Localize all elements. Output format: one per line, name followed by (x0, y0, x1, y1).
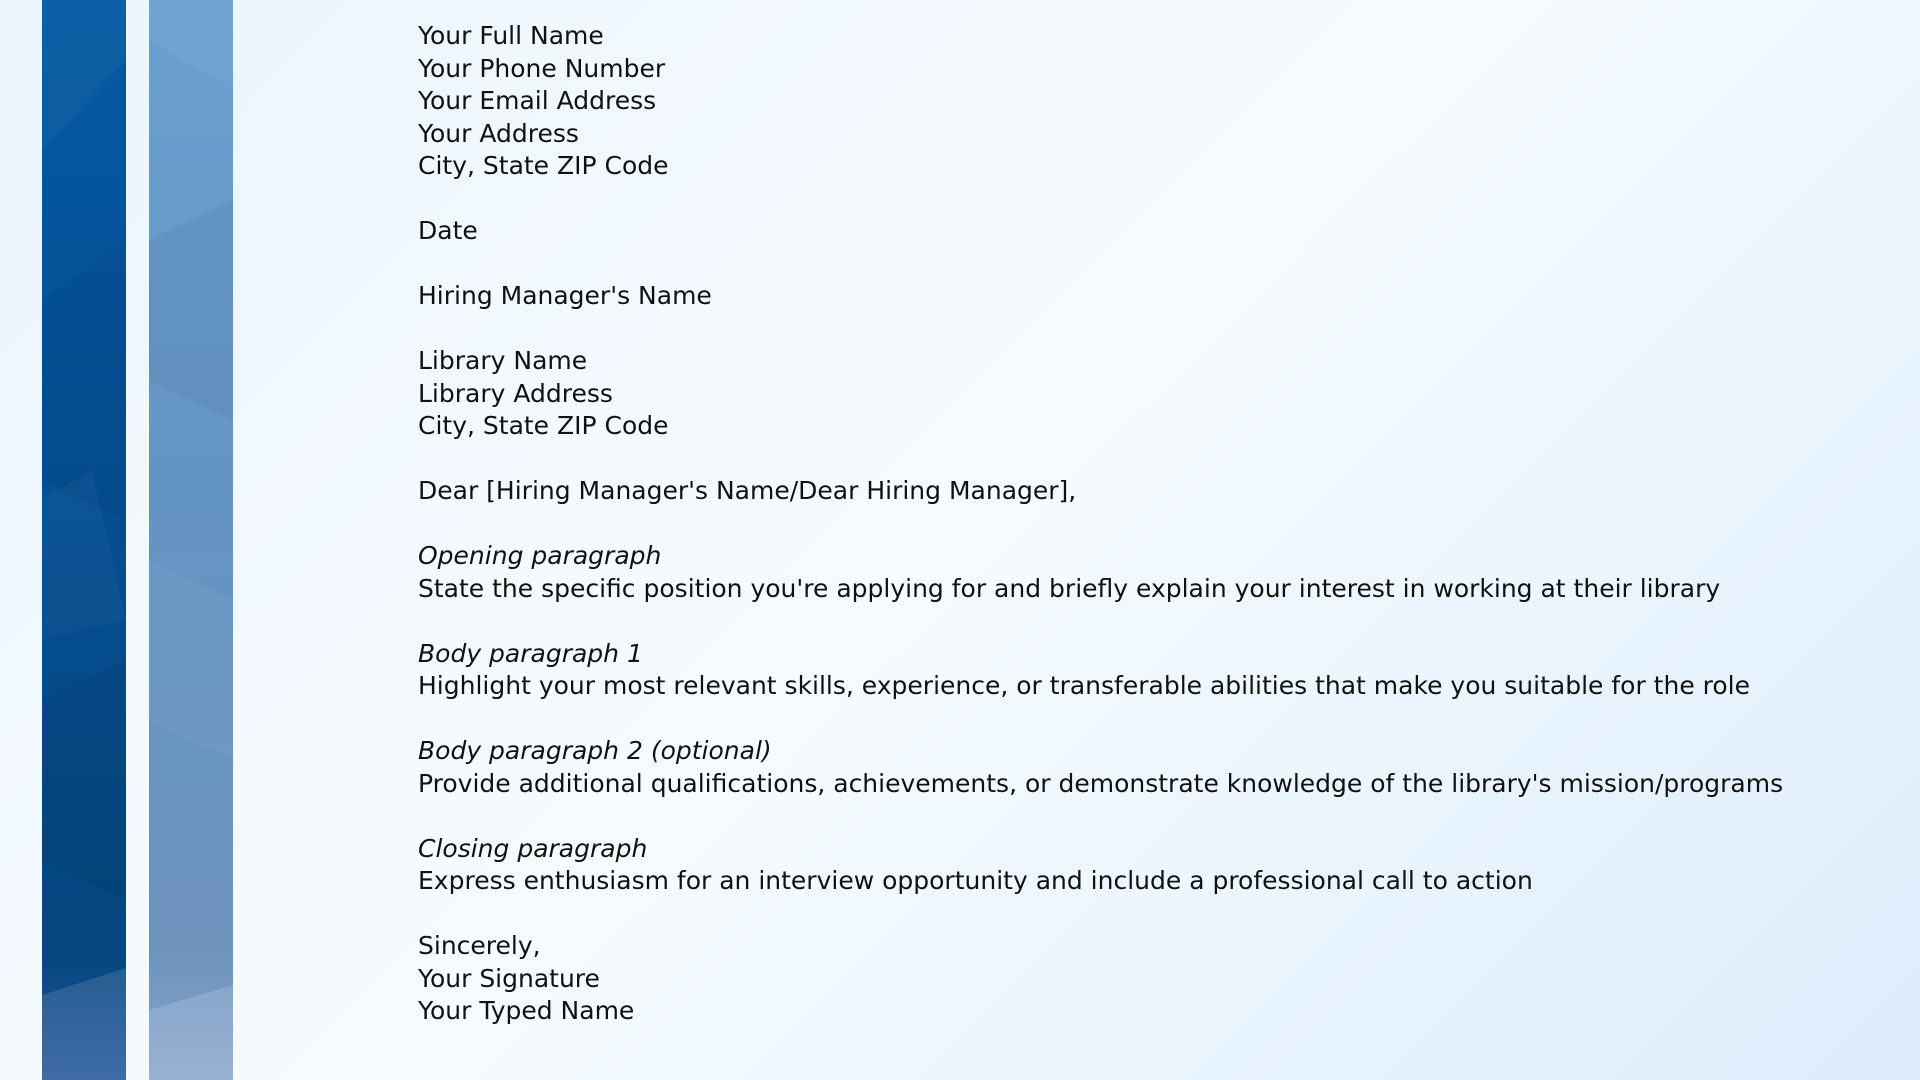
closing-paragraph-text: Express enthusiasm for an interview opportunity and include a professional call to action (418, 866, 1533, 895)
valediction: Sincerely, (418, 931, 541, 960)
decorative-stripe-dark (42, 0, 126, 1080)
opening-paragraph-text: State the specific position you're applying for and briefly explain your interest in working at their library (418, 573, 1721, 603)
spacer (418, 183, 1858, 216)
typed-name: Your Typed Name (418, 996, 635, 1025)
salutation: Dear [Hiring Manager's Name/Dear Hiring Manager], (418, 476, 1077, 505)
body-paragraph-1-heading: Body paragraph 1 (418, 638, 643, 668)
sender-email: Your Email Address (418, 86, 657, 115)
opening-paragraph-heading: Opening paragraph (418, 541, 662, 570)
spacer (418, 248, 1858, 281)
body-paragraph-2-heading: Body paragraph 2 (optional) (418, 736, 772, 765)
spacer (418, 313, 1858, 346)
signature-line: Your Signature (418, 963, 600, 993)
letter-date: Date (418, 216, 478, 245)
sender-address: Your Address (418, 118, 579, 148)
decorative-stripe-light (149, 0, 233, 1080)
sender-phone: Your Phone Number (418, 53, 666, 83)
closing-paragraph-heading: Closing paragraph (418, 833, 648, 863)
spacer (418, 605, 1858, 638)
recipient-hiring-manager: Hiring Manager's Name (418, 281, 712, 310)
stripe-light-facets (149, 0, 233, 1080)
spacer (418, 443, 1858, 476)
stripe-dark-facets (42, 0, 126, 1080)
spacer (418, 898, 1858, 931)
recipient-library-address: Library Address (418, 378, 613, 408)
sender-city-state-zip: City, State ZIP Code (418, 151, 669, 180)
body-paragraph-2-text: Provide additional qualifications, achievements, or demonstrate knowledge of the library's mission/programs (418, 768, 1784, 798)
body-paragraph-1-text: Highlight your most relevant skills, experience, or transferable abilities that make you suitable for the role (418, 671, 1751, 700)
cover-letter (418, 20, 1858, 1028)
spacer (418, 800, 1858, 833)
spacer (418, 508, 1858, 541)
spacer (418, 703, 1858, 736)
sender-name: Your Full Name (418, 21, 604, 50)
recipient-library-name: Library Name (418, 346, 588, 375)
recipient-city-state-zip: City, State ZIP Code (418, 411, 669, 440)
